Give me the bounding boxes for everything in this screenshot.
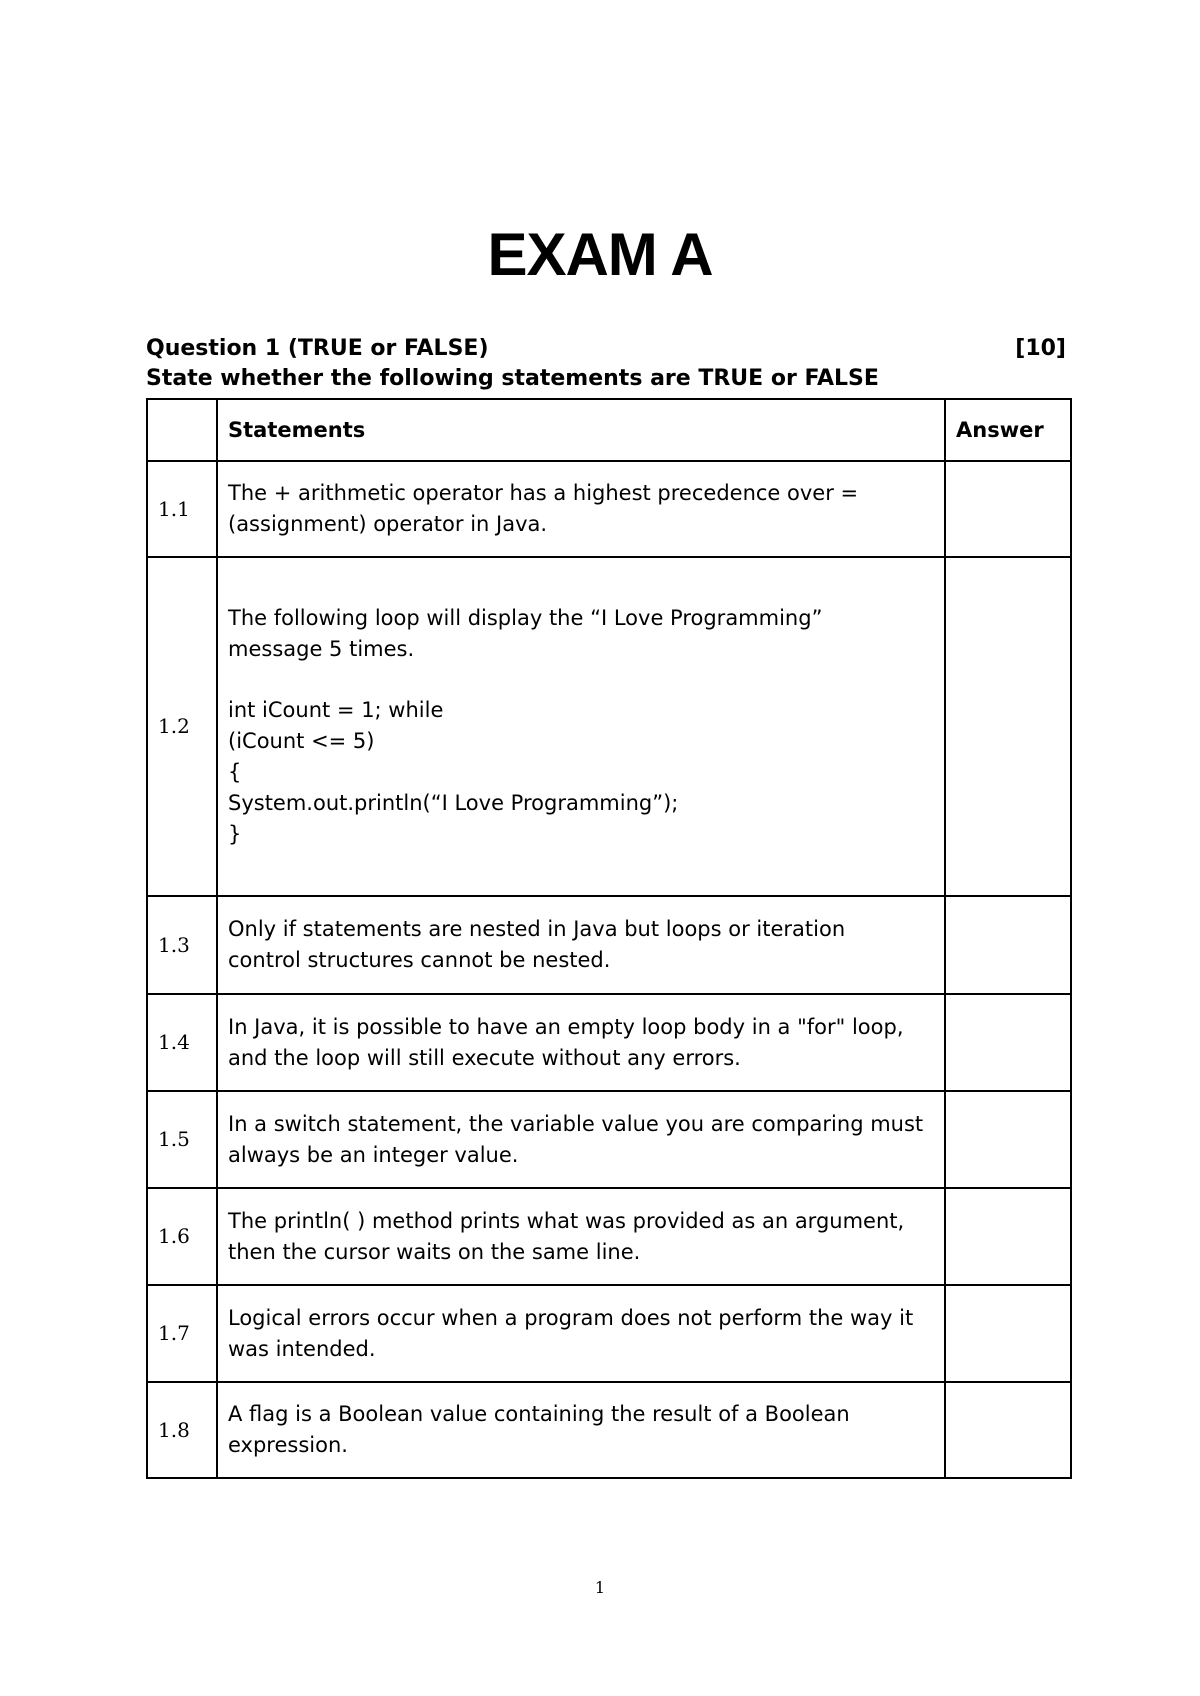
statement-cell bbox=[217, 1285, 945, 1382]
answer-cell[interactable] bbox=[945, 1188, 1071, 1285]
statement-line: message 5 times. bbox=[228, 637, 415, 661]
statement-line: Only if statements are nested in Java but loops or iteration bbox=[228, 917, 846, 941]
code-line: } bbox=[228, 822, 242, 846]
spacer bbox=[228, 665, 934, 695]
statement-cell bbox=[217, 1382, 945, 1478]
table-row bbox=[147, 896, 1071, 994]
row-number: 1.3 bbox=[147, 896, 217, 994]
answer-cell[interactable] bbox=[945, 1285, 1071, 1382]
table-row bbox=[147, 557, 1071, 896]
code-line: System.out.println(“I Love Programming”); bbox=[228, 791, 679, 815]
row-number: 1.8 bbox=[147, 1382, 217, 1478]
table-row bbox=[147, 461, 1071, 557]
exam-title: EXAM A bbox=[487, 221, 713, 288]
code-line: { bbox=[228, 760, 242, 784]
statement-cell bbox=[217, 1188, 945, 1285]
question-header bbox=[146, 334, 1066, 394]
statement-line: The following loop will display the “I Love Programming” bbox=[228, 606, 823, 630]
statement-line: Logical errors occur when a program does not perform the way it bbox=[228, 1305, 914, 1330]
answer-cell[interactable] bbox=[945, 461, 1071, 557]
code-line: (iCount <= 5) bbox=[228, 729, 375, 753]
table-row bbox=[147, 1382, 1071, 1478]
statement-line: In Java, it is possible to have an empty loop body in a "for" loop, bbox=[228, 1014, 904, 1039]
statement-line: was intended. bbox=[228, 1336, 376, 1361]
statement-cell bbox=[217, 994, 945, 1091]
statement-line: The println( ) method prints what was provided as an argument, bbox=[228, 1208, 905, 1233]
row-number: 1.1 bbox=[147, 461, 217, 557]
question-heading: Question 1 (TRUE or FALSE) bbox=[146, 336, 489, 361]
answer-cell[interactable] bbox=[945, 1382, 1071, 1478]
answer-cell[interactable] bbox=[945, 1091, 1071, 1188]
row-number: 1.7 bbox=[147, 1285, 217, 1382]
answer-cell[interactable] bbox=[945, 896, 1071, 994]
statements-table bbox=[146, 398, 1072, 1479]
question-heading-row bbox=[146, 334, 1066, 364]
statement-cell bbox=[217, 557, 945, 896]
table-row bbox=[147, 1188, 1071, 1285]
statement-line: The + arithmetic operator has a highest precedence over = bbox=[228, 481, 859, 505]
table-row bbox=[147, 1285, 1071, 1382]
answer-cell[interactable] bbox=[945, 994, 1071, 1091]
code-line: int iCount = 1; while bbox=[228, 698, 444, 722]
question-instruction: State whether the following statements are TRUE or FALSE bbox=[146, 366, 879, 391]
statement-line: expression. bbox=[228, 1433, 348, 1457]
page-number: 1 bbox=[594, 1578, 606, 1597]
table-row bbox=[147, 994, 1071, 1091]
row-number: 1.6 bbox=[147, 1188, 217, 1285]
statement-cell bbox=[217, 1091, 945, 1188]
answer-cell[interactable] bbox=[945, 557, 1071, 896]
statement-cell bbox=[217, 461, 945, 557]
table-header-row bbox=[147, 399, 1071, 461]
statement-line: always be an integer value. bbox=[228, 1142, 519, 1167]
row-number: 1.5 bbox=[147, 1091, 217, 1188]
statement-line: and the loop will still execute without any errors. bbox=[228, 1045, 741, 1070]
row-number: 1.2 bbox=[147, 557, 217, 896]
question-marks: [10] bbox=[1015, 336, 1066, 361]
header-statements: Statements bbox=[217, 399, 945, 461]
row-number: 1.4 bbox=[147, 994, 217, 1091]
statement-line: (assignment) operator in Java. bbox=[228, 512, 548, 536]
statement-line: In a switch statement, the variable value you are comparing must bbox=[228, 1111, 924, 1136]
table-row bbox=[147, 1091, 1071, 1188]
header-answer: Answer bbox=[945, 399, 1071, 461]
statement-line: A flag is a Boolean value containing the result of a Boolean bbox=[228, 1402, 850, 1426]
statement-line: control structures cannot be nested. bbox=[228, 948, 611, 972]
statement-cell bbox=[217, 896, 945, 994]
statement-line: then the cursor waits on the same line. bbox=[228, 1239, 641, 1264]
header-number-cell bbox=[147, 399, 217, 461]
